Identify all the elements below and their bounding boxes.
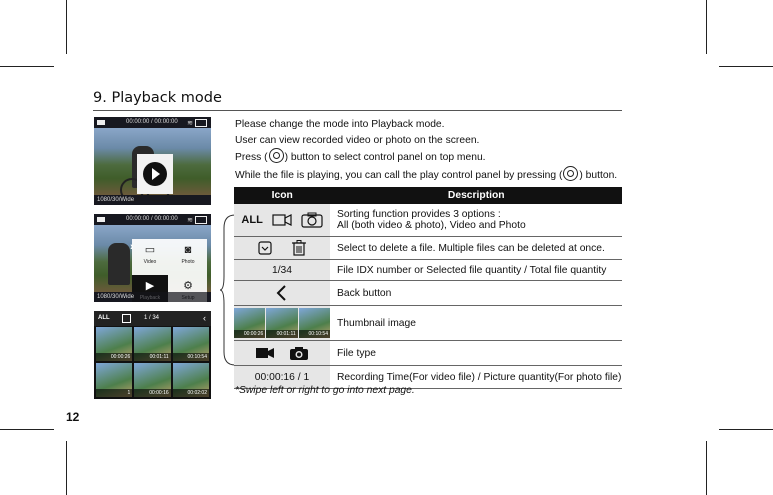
description-line: All (both video & photo), Video and Photo — [337, 220, 526, 231]
crop-mark — [66, 441, 67, 495]
intro-line-3-start: Press ( — [235, 152, 268, 163]
crop-mark — [706, 441, 707, 495]
intro-line-3 — [235, 148, 617, 166]
intro-text — [235, 117, 617, 183]
page-number: 12 — [66, 410, 80, 424]
preview-scene — [94, 128, 211, 195]
camera-icon: ◙ — [184, 244, 192, 256]
thumbnail-tile[interactable] — [173, 363, 209, 397]
intro-line-4-end: ) button. — [579, 169, 618, 181]
crop-mark — [719, 66, 773, 67]
icon-cell — [234, 281, 331, 306]
play-icon — [143, 162, 167, 186]
thumbnail-header — [94, 311, 211, 326]
wifi-icon: ≋ — [187, 120, 193, 127]
back-chevron-icon — [276, 285, 288, 301]
description-cell: File type — [331, 341, 623, 366]
description-cell: Recording Time(For video file) / Picture quantity(For photo file) — [331, 366, 623, 389]
crop-mark — [706, 0, 707, 54]
mode-menu-screen — [94, 214, 211, 302]
description-cell: Back button — [331, 281, 623, 306]
icon-description-table — [234, 187, 622, 389]
video-icon: ▭ — [144, 244, 156, 256]
play-icon: ▶ — [145, 280, 155, 292]
video-icon — [272, 213, 292, 227]
thumbnail-tile — [234, 308, 265, 338]
intro-line-4-start: While the file is playing, you can call the play control panel by pressing ( — [235, 169, 563, 181]
timecode: 00:00:00 / 00:00:00 — [126, 119, 178, 125]
playback-preview-screen — [94, 117, 211, 205]
intro-line-3-end: ) button to select control panel on top menu. — [284, 152, 486, 163]
play-button[interactable] — [137, 154, 173, 194]
thumbnail-tile — [266, 308, 297, 338]
file-counter-cell: 1/34 — [234, 260, 331, 281]
filter-all-button[interactable]: ALL — [98, 315, 110, 321]
thumbnail-label: 00:10:54 — [299, 330, 330, 338]
description-line: Sorting function provides 3 options : — [337, 209, 501, 220]
intro-line-4 — [235, 166, 617, 184]
thumbnail-screen — [94, 311, 211, 399]
icon-cell — [234, 204, 331, 237]
description-cell — [331, 204, 623, 237]
menu-item-video[interactable] — [132, 239, 168, 273]
battery-icon — [195, 119, 207, 127]
back-chevron-icon[interactable]: › — [130, 241, 134, 253]
thumbnail-label: 00:02:02 — [173, 389, 209, 397]
table-row — [234, 281, 622, 306]
description-cell: File IDX number or Selected file quantity / Total file quantity — [331, 260, 623, 281]
table-row — [234, 341, 622, 366]
recording-time-cell: 00:00:16 / 1 — [234, 366, 331, 389]
menu-item-photo-label: Photo — [181, 259, 195, 265]
filter-all-label: ALL — [241, 213, 263, 226]
thumbnail-label: 00:00:26 — [234, 330, 265, 338]
thumbnail-label: 1 — [96, 389, 132, 397]
camera-icon — [301, 212, 323, 228]
video-icon — [255, 346, 275, 360]
file-counter: 1 / 34 — [144, 315, 160, 321]
trash-icon — [292, 240, 306, 256]
wifi-icon: ≋ — [187, 217, 193, 224]
cyclist-figure — [108, 243, 130, 285]
battery-icon — [195, 216, 207, 224]
thumbnail-tile[interactable] — [173, 327, 209, 361]
thumbnail-tile[interactable] — [134, 363, 170, 397]
intro-line-1: Please change the mode into Playback mode. — [235, 119, 445, 130]
thumbnail-label: 00:01:11 — [266, 330, 297, 338]
thumbnail-grid — [96, 327, 209, 397]
video-icon — [97, 120, 105, 125]
timecode: 00:00:00 / 00:00:00 — [126, 216, 178, 222]
thumbnail-label: 00:01:11 — [134, 353, 170, 361]
thumbnail-tile[interactable] — [96, 363, 132, 397]
info-bar — [94, 292, 211, 302]
status-bar — [94, 117, 211, 128]
resolution-label: 1080/30/Wide — [97, 294, 135, 300]
thumbnail-tile — [299, 308, 330, 338]
button-ring-icon — [563, 166, 578, 181]
camera-icon — [289, 346, 309, 361]
table-row — [234, 306, 622, 341]
select-icon[interactable] — [122, 314, 131, 323]
menu-item-video-label: Video — [143, 259, 157, 265]
preview-scene — [94, 225, 211, 292]
description-cell: Select to delete a file. Multiple files can be deleted at once. — [331, 237, 623, 260]
info-bar — [94, 195, 211, 205]
thumbnail-label: 00:00:26 — [96, 353, 132, 361]
menu-item-photo[interactable] — [170, 239, 206, 273]
gear-icon: ⚙ — [183, 280, 193, 292]
table-row — [234, 260, 622, 281]
icon-cell — [234, 237, 331, 260]
table-row — [234, 204, 622, 237]
back-chevron-icon[interactable]: ‹ — [203, 313, 206, 323]
button-ring-icon — [269, 148, 284, 163]
table-row — [234, 237, 622, 260]
video-icon — [97, 217, 105, 222]
crop-mark — [719, 429, 773, 430]
select-icon — [258, 241, 272, 255]
crop-mark — [0, 429, 54, 430]
status-bar — [94, 214, 211, 225]
intro-line-2: User can view recorded video or photo on the screen. — [235, 134, 480, 146]
footnote: *Swipe left or right to go into next page. — [235, 385, 415, 396]
description-cell: Thumbnail image — [331, 306, 623, 341]
section-title: 9. Playback mode — [93, 90, 222, 106]
column-header-description: Description — [331, 187, 623, 204]
thumbnail-tile[interactable] — [96, 327, 132, 361]
thumbnail-tile[interactable] — [134, 327, 170, 361]
thumbnail-label: 00:10:54 — [173, 353, 209, 361]
icon-cell — [234, 341, 331, 366]
thumbnail-strip — [234, 308, 330, 338]
resolution-label: 1080/30/Wide — [97, 197, 135, 203]
title-divider — [93, 110, 622, 111]
thumbnail-label: 00:00:16 — [134, 389, 170, 397]
crop-mark — [66, 0, 67, 54]
thumbnail-strip-cell — [234, 306, 331, 341]
column-header-icon: Icon — [234, 187, 331, 204]
crop-mark — [0, 66, 54, 67]
